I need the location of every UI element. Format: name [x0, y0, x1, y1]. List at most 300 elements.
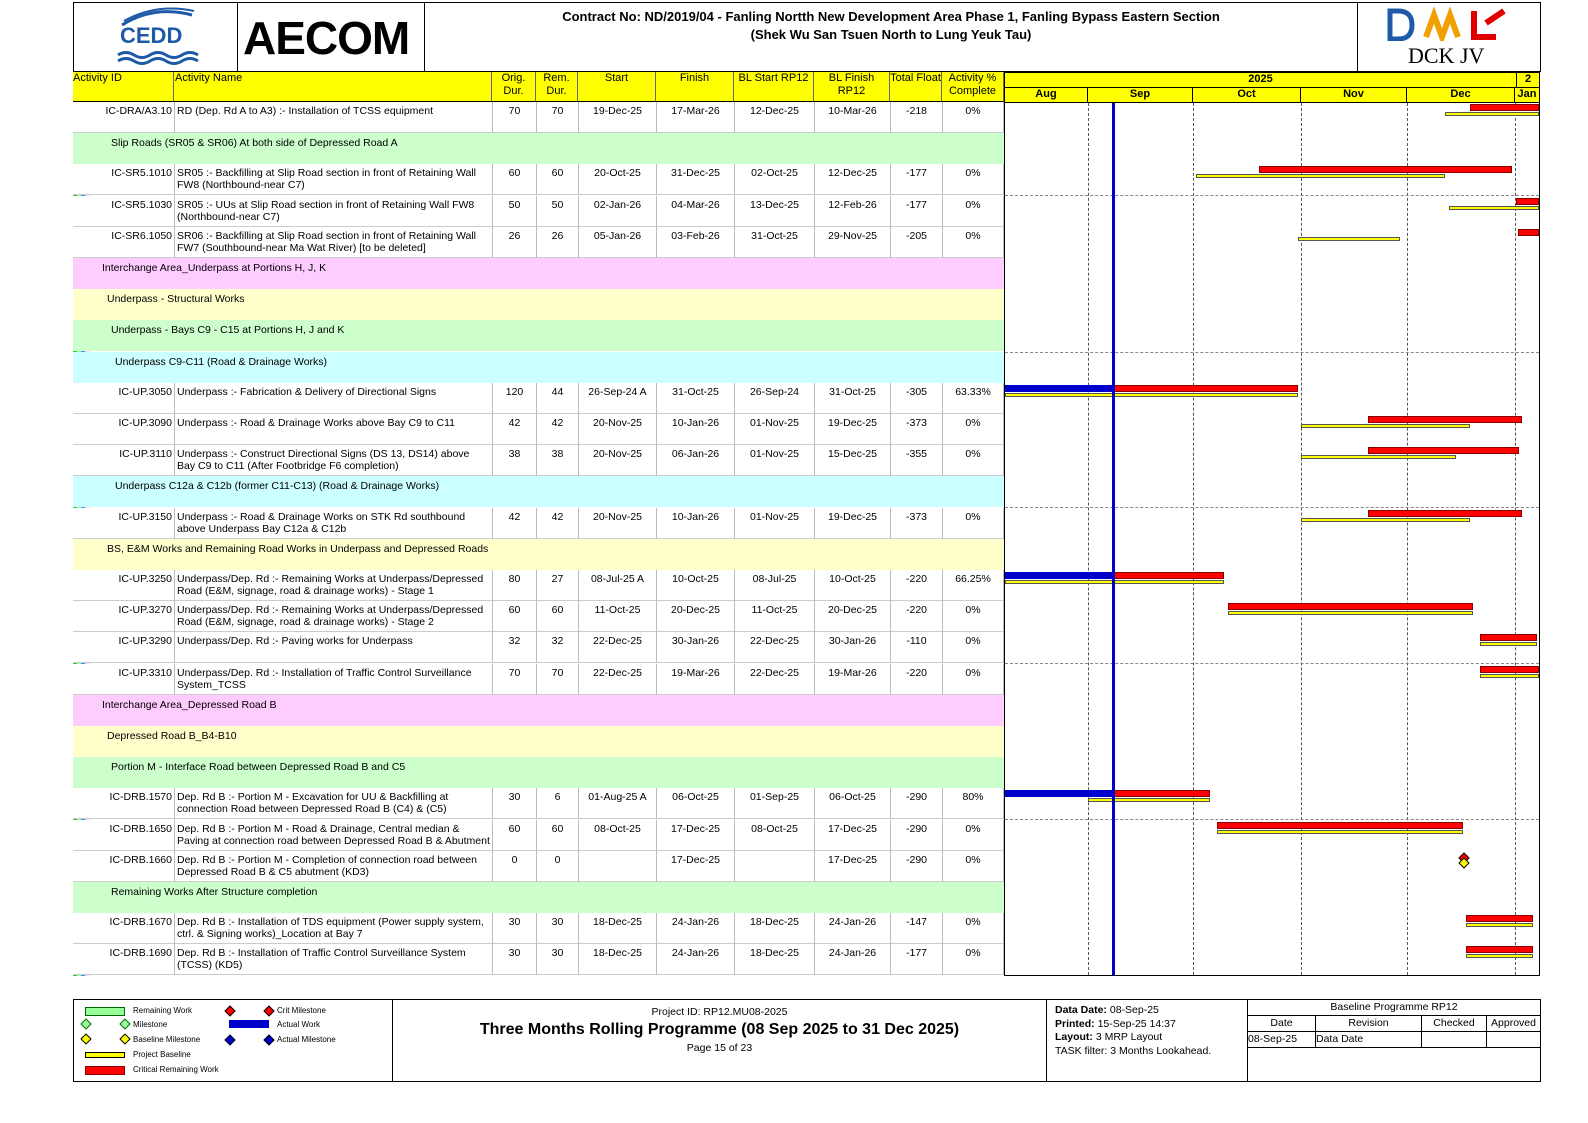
- month-gridline: [1088, 103, 1089, 975]
- bl-start-cell: 11-Oct-25: [735, 601, 815, 632]
- critical-remaining-bar[interactable]: [1368, 447, 1519, 454]
- start-date-cell: 22-Dec-25: [579, 664, 657, 695]
- activity-name-cell: Dep. Rd B :- Portion M - Completion of connection road between Depressed Road B & C5 abutment (KD3): [175, 851, 493, 882]
- month-gridline: [1515, 103, 1516, 975]
- activity-name-cell: Underpass :- Road & Drainage Works on STK Rd southbound above Underpass Bay C12a & C12b: [175, 508, 493, 539]
- bl-start-cell: 12-Dec-25: [735, 102, 815, 133]
- orig-dur-cell: 0: [493, 851, 537, 882]
- start-date-cell: 11-Oct-25: [579, 601, 657, 632]
- legend-critical-swatch: [85, 1066, 125, 1075]
- start-date-cell: 18-Dec-25: [579, 913, 657, 944]
- wbs-group-row[interactable]: [73, 352, 1004, 383]
- finish-date-cell: 04-Mar-26: [657, 196, 735, 227]
- aecom-logo: [239, 3, 425, 71]
- baseline-milestone-icon: [80, 1033, 91, 1044]
- legend-baseline-milestone: Baseline Milestone: [133, 1035, 201, 1044]
- legend-remaining-swatch: [85, 1007, 125, 1016]
- footer-title-block: [392, 1000, 1047, 1081]
- month-gridline: [1301, 103, 1302, 975]
- rem-dur-cell: 27: [537, 570, 579, 601]
- actual-work-bar[interactable]: [1005, 572, 1113, 579]
- actual-work-bar[interactable]: [1005, 790, 1113, 797]
- bl-finish-cell: 17-Dec-25: [815, 851, 891, 882]
- page-number: Page 15 of 23: [686, 1042, 753, 1054]
- col-revision: Revision: [1316, 1016, 1422, 1032]
- row-gridline: [1005, 195, 1539, 196]
- critical-remaining-bar[interactable]: [1217, 822, 1462, 829]
- activity-row[interactable]: [73, 632, 1004, 663]
- activity-name-cell: Underpass/Dep. Rd :- Remaining Works at Underpass/Depressed Road (E&M, signage, road & drainage works) - Stage 2: [175, 601, 493, 632]
- orig-dur-cell: 60: [493, 820, 537, 851]
- wbs-group-row[interactable]: [73, 258, 1004, 289]
- bl-finish-cell: 24-Jan-26: [815, 944, 891, 975]
- activity-row[interactable]: [73, 383, 1004, 414]
- orig-dur-cell: 30: [493, 944, 537, 975]
- total-float-cell: -373: [891, 508, 943, 539]
- activity-name-cell: Underpass/Dep. Rd :- Paving works for Underpass: [175, 632, 493, 663]
- baseline-bar[interactable]: [1196, 174, 1445, 178]
- bl-start-cell: 22-Dec-25: [735, 632, 815, 663]
- row-gridline: [1005, 819, 1539, 820]
- pct-complete-cell: 66.25%: [943, 570, 1004, 601]
- activity-id-cell: IC-SR5.1030: [101, 196, 175, 227]
- activity-id-cell: IC-DRB.1690: [101, 944, 175, 975]
- orig-dur-cell: 70: [493, 664, 537, 695]
- legend-actual-work: Actual Work: [277, 1020, 320, 1029]
- total-float-cell: -290: [891, 820, 943, 851]
- finish-date-cell: 17-Mar-26: [657, 102, 735, 133]
- baseline-bar[interactable]: [1301, 424, 1470, 428]
- activity-id-cell: IC-UP.3310: [101, 664, 175, 695]
- total-float-cell: -177: [891, 164, 943, 195]
- finish-date-cell: 06-Jan-26: [657, 445, 735, 476]
- activity-id-cell: IC-UP.3110: [101, 445, 175, 476]
- activity-name-cell: Underpass :- Fabrication & Delivery of Directional Signs: [175, 383, 493, 414]
- orig-dur-cell: 26: [493, 227, 537, 258]
- wbs-label: Portion M - Interface Road between Depressed Road B and C5: [111, 761, 406, 774]
- critical-remaining-bar[interactable]: [1470, 104, 1539, 111]
- bl-finish-cell: 20-Dec-25: [815, 601, 891, 632]
- baseline-bar[interactable]: [1449, 206, 1539, 210]
- bl-start-cell: 02-Oct-25: [735, 164, 815, 195]
- total-float-cell: -220: [891, 570, 943, 601]
- col-rem-dur[interactable]: Rem. Dur.: [536, 72, 578, 102]
- activity-row[interactable]: [73, 227, 1004, 258]
- wbs-group-row[interactable]: [73, 289, 1004, 320]
- bl-start-cell: 18-Dec-25: [735, 913, 815, 944]
- baseline-bar[interactable]: [1298, 237, 1400, 241]
- rem-dur-cell: 30: [537, 944, 579, 975]
- legend-crit-milestone: Crit Milestone: [277, 1006, 326, 1015]
- actual-milestone-icon: [224, 1034, 235, 1045]
- wbs-label: Underpass - Structural Works: [107, 293, 245, 306]
- wbs-label: Depressed Road B_B4-B10: [107, 730, 237, 742]
- bl-finish-cell: 30-Jan-26: [815, 632, 891, 663]
- rem-dur-cell: 70: [537, 664, 579, 695]
- critical-remaining-bar[interactable]: [1113, 790, 1211, 797]
- baseline-bar[interactable]: [1088, 798, 1210, 802]
- activity-id-cell: IC-SR6.1050: [101, 227, 175, 258]
- row-approved: [1487, 1032, 1540, 1048]
- finish-date-cell: 10-Oct-25: [657, 570, 735, 601]
- wbs-label: Interchange Area_Depressed Road B: [102, 698, 277, 711]
- legend-critical-remaining: Critical Remaining Work: [133, 1065, 219, 1074]
- total-float-cell: -290: [891, 788, 943, 819]
- finish-date-cell: 24-Jan-26: [657, 944, 735, 975]
- legend-actual-milestone: Actual Milestone: [277, 1035, 336, 1044]
- total-float-cell: -177: [891, 944, 943, 975]
- col-bl-finish[interactable]: BL Finish RP12: [814, 72, 890, 102]
- start-date-cell: 08-Oct-25: [579, 820, 657, 851]
- baseline-bar[interactable]: [1466, 954, 1533, 958]
- cedd-logo-text: CEDD: [120, 23, 183, 48]
- orig-dur-cell: 38: [493, 445, 537, 476]
- activity-id-cell: IC-UP.3150: [101, 508, 175, 539]
- critical-remaining-bar[interactable]: [1466, 946, 1533, 953]
- activity-row[interactable]: [73, 820, 1004, 851]
- legend-remaining-work: Remaining Work: [133, 1006, 192, 1015]
- project-id: Project ID: RP12.MU08-2025: [651, 1006, 788, 1018]
- baseline-bar[interactable]: [1466, 923, 1533, 927]
- baseline-bar[interactable]: [1301, 455, 1456, 459]
- gantt-year: 2025: [1005, 73, 1517, 88]
- activity-row[interactable]: [73, 508, 1004, 539]
- activity-id-cell: IC-SR5.1010: [101, 164, 175, 195]
- orig-dur-cell: 50: [493, 196, 537, 227]
- baseline-bar[interactable]: [1480, 642, 1537, 646]
- wbs-label: Remaining Works After Structure completion: [111, 886, 318, 898]
- finish-date-cell: 17-Dec-25: [657, 851, 735, 882]
- dck-logo-text: DCK JV: [1408, 43, 1485, 68]
- row-gridline: [1005, 663, 1539, 664]
- col-checked: Checked: [1422, 1016, 1487, 1032]
- pct-complete-cell: 0%: [943, 508, 1004, 539]
- bl-start-cell: 08-Oct-25: [735, 820, 815, 851]
- activity-row[interactable]: [73, 414, 1004, 445]
- total-float-cell: -220: [891, 601, 943, 632]
- pct-complete-cell: 0%: [943, 851, 1004, 882]
- rem-dur-cell: 6: [537, 788, 579, 819]
- contract-title: [426, 3, 1356, 71]
- programme-title: Three Months Rolling Programme (08 Sep 2025 to 31 Dec 2025): [479, 1021, 960, 1038]
- critical-remaining-bar[interactable]: [1516, 198, 1539, 205]
- bl-start-cell: 22-Dec-25: [735, 664, 815, 695]
- pct-complete-cell: 0%: [943, 414, 1004, 445]
- pct-complete-cell: 80%: [943, 788, 1004, 819]
- activity-id-cell: IC-DRB.1670: [101, 913, 175, 944]
- activity-name-cell: Underpass :- Road & Drainage Works above Bay C9 to C11: [175, 414, 493, 445]
- activity-id-cell: IC-UP.3050: [101, 383, 175, 414]
- activity-name-cell: RD (Dep. Rd A to A3) :- Installation of TCSS equipment: [175, 102, 493, 133]
- total-float-cell: -110: [891, 632, 943, 663]
- activity-id-cell: IC-DRB.1570: [101, 788, 175, 819]
- bl-finish-cell: 15-Dec-25: [815, 445, 891, 476]
- activity-name-cell: SR05 :- Backfilling at Slip Road section in front of Retaining Wall FW8 (Northbound-near C7): [175, 164, 493, 195]
- bl-start-cell: 13-Dec-25: [735, 196, 815, 227]
- pct-complete-cell: 63.33%: [943, 383, 1004, 414]
- wbs-group-row[interactable]: [73, 133, 1004, 164]
- rem-dur-cell: 32: [537, 632, 579, 663]
- critical-remaining-bar[interactable]: [1259, 166, 1511, 173]
- col-orig-dur[interactable]: Orig. Dur.: [492, 72, 536, 102]
- pct-complete-cell: 0%: [943, 632, 1004, 663]
- baseline-revision-table: [1247, 1000, 1540, 1081]
- dck-logo: [1357, 3, 1540, 71]
- bl-finish-cell: 24-Jan-26: [815, 913, 891, 944]
- critical-remaining-bar[interactable]: [1113, 572, 1225, 579]
- rem-dur-cell: 26: [537, 227, 579, 258]
- col-activity-id[interactable]: Activity ID: [73, 72, 174, 102]
- start-date-cell: 18-Dec-25: [579, 944, 657, 975]
- actual-work-bar[interactable]: [1005, 385, 1113, 392]
- bl-finish-cell: 10-Mar-26: [815, 102, 891, 133]
- total-float-cell: -355: [891, 445, 943, 476]
- critical-remaining-bar[interactable]: [1113, 385, 1298, 392]
- rem-dur-cell: 60: [537, 820, 579, 851]
- critical-remaining-bar[interactable]: [1480, 634, 1537, 641]
- bl-finish-cell: 10-Oct-25: [815, 570, 891, 601]
- bl-start-cell: 26-Sep-24: [735, 383, 815, 414]
- critical-remaining-bar[interactable]: [1368, 416, 1522, 423]
- critical-remaining-bar[interactable]: [1368, 510, 1522, 517]
- rem-dur-cell: 60: [537, 601, 579, 632]
- col-finish[interactable]: Finish: [656, 72, 734, 102]
- finish-date-cell: 30-Jan-26: [657, 632, 735, 663]
- finish-date-cell: 19-Mar-26: [657, 664, 735, 695]
- rem-dur-cell: 50: [537, 196, 579, 227]
- total-float-cell: -177: [891, 196, 943, 227]
- activity-id-cell: IC-UP.3290: [101, 632, 175, 663]
- activity-name-cell: Dep. Rd B :- Portion M - Excavation for UU & Backfilling at connection Road between Depressed Road B (C4) & (C5): [175, 788, 493, 819]
- col-activity-name[interactable]: Activity Name: [174, 72, 492, 102]
- gantt-month-label: Nov: [1301, 88, 1407, 102]
- activity-row[interactable]: [73, 601, 1004, 632]
- orig-dur-cell: 42: [493, 414, 537, 445]
- activity-row[interactable]: [73, 102, 1004, 133]
- bl-finish-cell: 19-Mar-26: [815, 664, 891, 695]
- activity-id-cell: IC-DRA/A3.10: [101, 102, 175, 133]
- orig-dur-cell: 60: [493, 601, 537, 632]
- activity-row[interactable]: [73, 445, 1004, 476]
- activity-name-cell: Dep. Rd B :- Installation of TDS equipment (Power supply system, ctrl. & Signing works)_Location at Bay 7: [175, 913, 493, 944]
- pct-complete-cell: 0%: [943, 820, 1004, 851]
- row-checked: [1422, 1032, 1487, 1048]
- printed-value: 15-Sep-25 14:37: [1097, 1017, 1176, 1030]
- bl-finish-cell: 29-Nov-25: [815, 227, 891, 258]
- bl-finish-cell: 19-Dec-25: [815, 508, 891, 539]
- activity-name-cell: SR06 :- Backfilling at Slip Road section in front of Retaining Wall FW7 (Southbound-near Ma Wat River) [to be deleted]: [175, 227, 493, 258]
- activity-row[interactable]: [73, 664, 1004, 695]
- row-gridline: [1005, 352, 1539, 353]
- total-float-cell: -373: [891, 414, 943, 445]
- finish-date-cell: 17-Dec-25: [657, 820, 735, 851]
- critical-remaining-bar[interactable]: [1518, 229, 1539, 236]
- bl-finish-cell: 12-Dec-25: [815, 164, 891, 195]
- rem-dur-cell: 44: [537, 383, 579, 414]
- total-float-cell: -220: [891, 664, 943, 695]
- crit-milestone-icon: [263, 1005, 274, 1016]
- start-date-cell: [579, 851, 657, 882]
- baseline-bar[interactable]: [1228, 611, 1473, 615]
- legend-actual-swatch: [229, 1020, 269, 1028]
- bl-start-cell: [735, 851, 815, 882]
- orig-dur-cell: 70: [493, 102, 537, 133]
- wbs-label: BS, E&M Works and Remaining Road Works in Underpass and Depressed Roads: [107, 542, 489, 555]
- finish-date-cell: 31-Oct-25: [657, 383, 735, 414]
- baseline-bar[interactable]: [1005, 393, 1298, 397]
- activity-row[interactable]: [73, 164, 1004, 195]
- legend-milestone: Milestone: [133, 1020, 168, 1029]
- task-filter: TASK filter: 3 Months Lookahead.: [1055, 1044, 1212, 1057]
- rem-dur-cell: 42: [537, 508, 579, 539]
- month-gridline: [1193, 103, 1194, 975]
- total-float-cell: -205: [891, 227, 943, 258]
- activity-row[interactable]: [73, 788, 1004, 819]
- wbs-label: Underpass C12a & C12b (former C11-C13) (Road & Drainage Works): [115, 480, 440, 493]
- rem-dur-cell: 70: [537, 102, 579, 133]
- activity-name-cell: Dep. Rd B :- Portion M - Road & Drainage, Central median & Paving at connection road between Depressed Road B & Abutment: [175, 820, 493, 851]
- activity-row[interactable]: [73, 851, 1004, 882]
- critical-remaining-bar[interactable]: [1228, 603, 1473, 610]
- wbs-group-row[interactable]: [73, 695, 1004, 726]
- aecom-logo-text: AECOM: [243, 12, 410, 64]
- row-revision: Data Date: [1316, 1032, 1422, 1048]
- bl-start-cell: 01-Nov-25: [735, 414, 815, 445]
- gantt-month-label: Dec: [1407, 88, 1515, 102]
- bl-start-cell: 01-Nov-25: [735, 445, 815, 476]
- activity-id-cell: IC-UP.3250: [101, 570, 175, 601]
- gantt-month-label: Oct: [1193, 88, 1301, 102]
- title-line-1: Contract No: ND/2019/04 - Fanling Nortth New Development Area Phase 1, Fanling Bypass Eastern Section: [562, 9, 1220, 24]
- pct-complete-cell: 0%: [943, 227, 1004, 258]
- total-float-cell: -305: [891, 383, 943, 414]
- baseline-title: Baseline Programme RP12: [1248, 1000, 1540, 1016]
- activity-name-cell: Underpass/Dep. Rd :- Installation of Traffic Control Surveillance System_TCSS: [175, 664, 493, 695]
- baseline-bar[interactable]: [1480, 674, 1539, 678]
- pct-complete-cell: 0%: [943, 944, 1004, 975]
- total-float-cell: -218: [891, 102, 943, 133]
- rem-dur-cell: 60: [537, 164, 579, 195]
- wbs-group-row[interactable]: [73, 476, 1004, 507]
- crit-milestone-icon: [224, 1005, 235, 1016]
- wbs-label: Interchange Area_Underpass at Portions H, J, K: [102, 262, 327, 274]
- activity-row[interactable]: [73, 913, 1004, 944]
- wbs-group-row[interactable]: [73, 539, 1004, 570]
- data-date-line: [1112, 103, 1115, 975]
- legend-baseline-swatch: [85, 1052, 125, 1058]
- start-date-cell: 08-Jul-25 A: [579, 570, 657, 601]
- orig-dur-cell: 30: [493, 788, 537, 819]
- activity-name-cell: SR05 :- UUs at Slip Road section in front of Retaining Wall FW8 (Northbound-near C7): [175, 196, 493, 227]
- col-start[interactable]: Start: [578, 72, 656, 102]
- total-float-cell: -147: [891, 913, 943, 944]
- orig-dur-cell: 60: [493, 164, 537, 195]
- baseline-bar[interactable]: [1445, 112, 1539, 116]
- wbs-group-row[interactable]: [73, 320, 1004, 351]
- activity-table: [73, 102, 1004, 976]
- start-date-cell: 20-Nov-25: [579, 414, 657, 445]
- milestone-icon: [119, 1018, 130, 1029]
- data-date-label: Data Date:: [1055, 1004, 1107, 1016]
- pct-complete-cell: 0%: [943, 913, 1004, 944]
- total-float-cell: -290: [891, 851, 943, 882]
- pct-complete-cell: 0%: [943, 196, 1004, 227]
- col-total-float[interactable]: Total Float: [890, 72, 942, 102]
- activity-row[interactable]: [73, 944, 1004, 975]
- bl-start-cell: 01-Sep-25: [735, 788, 815, 819]
- gantt-month-label: Jan: [1517, 88, 1537, 100]
- wbs-label: Underpass - Bays C9 - C15 at Portions H, J and K: [111, 324, 345, 337]
- activity-name-cell: Underpass/Dep. Rd :- Remaining Works at Underpass/Depressed Road (E&M, signage, road & drainage works) - Stage 1: [175, 570, 493, 601]
- start-date-cell: 20-Oct-25: [579, 164, 657, 195]
- col-bl-start[interactable]: BL Start RP12: [734, 72, 814, 102]
- rem-dur-cell: 38: [537, 445, 579, 476]
- layout-label: Layout:: [1055, 1031, 1093, 1043]
- bl-start-cell: 18-Dec-25: [735, 944, 815, 975]
- bl-finish-cell: 06-Oct-25: [815, 788, 891, 819]
- wbs-group-row[interactable]: [73, 757, 1004, 788]
- critical-remaining-bar[interactable]: [1480, 666, 1539, 673]
- start-date-cell: 05-Jan-26: [579, 227, 657, 258]
- month-gridline: [1407, 103, 1408, 975]
- activity-id-cell: IC-DRB.1660: [101, 851, 175, 882]
- baseline-bar[interactable]: [1301, 518, 1470, 522]
- gantt-month-label: Aug: [1005, 88, 1088, 102]
- bl-finish-cell: 12-Feb-26: [815, 196, 891, 227]
- baseline-bar[interactable]: [1217, 830, 1462, 834]
- data-date-value: 08-Sep-25: [1109, 1004, 1159, 1016]
- gantt-month-label: Sep: [1088, 88, 1193, 102]
- bl-start-cell: 08-Jul-25: [735, 570, 815, 601]
- orig-dur-cell: 42: [493, 508, 537, 539]
- start-date-cell: 20-Nov-25: [579, 508, 657, 539]
- actual-milestone-icon: [263, 1034, 274, 1045]
- gantt-chart: [1004, 72, 1540, 976]
- bl-finish-cell: 31-Oct-25: [815, 383, 891, 414]
- activity-row[interactable]: [73, 570, 1004, 601]
- orig-dur-cell: 32: [493, 632, 537, 663]
- title-line-2: (Shek Wu San Tsuen North to Lung Yeuk Tau): [750, 27, 1032, 42]
- finish-date-cell: 10-Jan-26: [657, 508, 735, 539]
- row-gridline: [1005, 507, 1539, 508]
- wbs-group-row[interactable]: [73, 882, 1004, 913]
- dck-mark-icon: [1386, 7, 1516, 41]
- start-date-cell: 01-Aug-25 A: [579, 788, 657, 819]
- rem-dur-cell: 0: [537, 851, 579, 882]
- layout-value: 3 MRP Layout: [1095, 1031, 1163, 1043]
- col-pct-complete[interactable]: Activity % Complete: [942, 72, 1004, 102]
- rem-dur-cell: 42: [537, 414, 579, 445]
- baseline-milestone-icon: [119, 1033, 130, 1044]
- wbs-group-row[interactable]: [73, 726, 1004, 757]
- pct-complete-cell: 0%: [943, 164, 1004, 195]
- activity-id-cell: IC-DRB.1650: [101, 820, 175, 851]
- wbs-label: Slip Roads (SR05 & SR06) At both side of Depressed Road A: [111, 137, 398, 150]
- printed-label: Printed:: [1055, 1017, 1095, 1030]
- critical-remaining-bar[interactable]: [1466, 915, 1533, 922]
- start-date-cell: 22-Dec-25: [579, 632, 657, 663]
- activity-name-cell: Underpass :- Construct Directional Signs (DS 13, DS14) above Bay C9 to C11 (After Footbridge F6 completion): [175, 445, 493, 476]
- activity-row[interactable]: [73, 196, 1004, 227]
- col-approved: Approved: [1487, 1016, 1540, 1032]
- finish-date-cell: 10-Jan-26: [657, 414, 735, 445]
- finish-date-cell: 31-Dec-25: [657, 164, 735, 195]
- milestone-icon: [80, 1018, 91, 1029]
- activity-id-cell: IC-UP.3090: [101, 414, 175, 445]
- activity-name-cell: Dep. Rd B :- Installation of Traffic Control Surveillance System (TCSS) (KD5): [175, 944, 493, 975]
- row-date: 08-Sep-25: [1248, 1032, 1316, 1048]
- footer-info: [1055, 1004, 1245, 1058]
